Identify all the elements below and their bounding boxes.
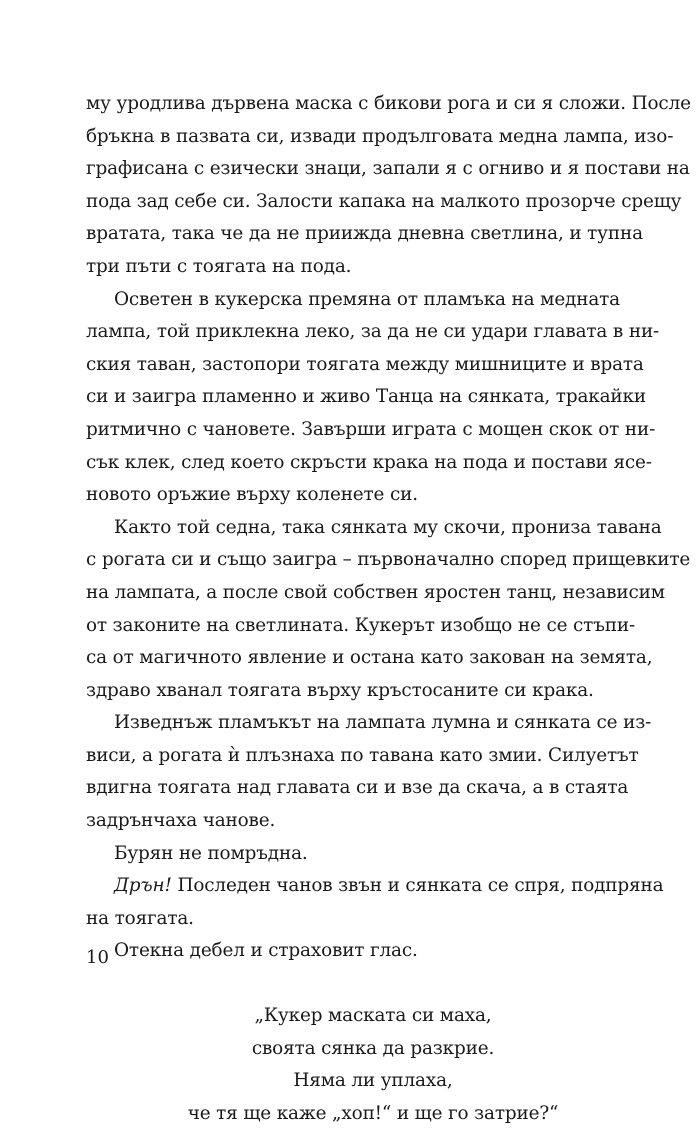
text-line: на тоягата. (86, 907, 194, 929)
text-line: Както той седна, така сянката му скочи, прониза тавана (114, 516, 662, 538)
text-line: виси, а рогата ѝ плъзнаха по тавана като змии. Силуетът (86, 744, 639, 766)
text-line: пода зад себе си. Залости капака на малкото прозорче срещу (86, 190, 682, 212)
text-run: Последен чанов звън и сянката се спря, подпряна (171, 875, 664, 897)
text-line: Осветен в кукерска премяна от пламъка на медната (114, 288, 620, 310)
italic-exclamation: Дрън! (114, 875, 172, 897)
poem-line: Няма ли уплаха, (293, 1070, 453, 1092)
paragraph (86, 870, 664, 935)
text-line: три пъти с тоягата на пода. (86, 255, 352, 277)
text-line: си и заигра пламенно и живо Танца на сянката, тракайки (86, 386, 646, 408)
paragraph (86, 88, 691, 284)
text-line: сък клек, след което скръсти крака на пода и постави ясе- (86, 451, 652, 473)
poem-line: своята сянка да разкрие. (251, 1037, 495, 1059)
text-line: бръкна в пазвата си, извади продълговата медна лампа, изо- (86, 125, 674, 147)
poem-line: „Кукер маската си маха, (254, 1005, 492, 1027)
text-line: новото оръжие върху коленете си. (86, 484, 418, 506)
text-line: са от магичното явление и остана като закован на земята, (86, 647, 653, 669)
text-line: с рогата си и също заигра – първоначално според прищевките (86, 549, 691, 571)
text-line: ския таван, застопори тоягата между мишниците и врата (86, 353, 644, 375)
paragraph (86, 935, 620, 968)
body-text (86, 88, 691, 1130)
stanza-spacer (86, 968, 620, 1000)
paragraph (86, 284, 660, 512)
poem-stanza (86, 1000, 620, 1130)
text-line (86, 870, 664, 903)
paragraph (86, 707, 652, 837)
text-line: Отекна дебел и страховит глас. (114, 940, 418, 962)
text-line: вратата, така че да не приижда дневна светлина, и тупна (86, 223, 643, 245)
text-line: задрънчаха чанове. (86, 810, 276, 832)
text-line: здраво хванал тоягата върху кръстосаните си крака. (86, 679, 594, 701)
poem-line: че тя ще каже „хоп!“ и ще го затрие?“ (187, 1102, 559, 1124)
paragraph (86, 838, 620, 871)
paragraph (86, 512, 691, 708)
text-line: на лампата, а после свой собствен яростен танц, независим (86, 581, 665, 603)
text-line: графисана с езически знаци, запали я с огниво и я постави на (86, 158, 690, 180)
text-line: от законите на светлината. Кукерът изобщо не се стъпи- (86, 614, 636, 636)
text-line: ритмично с чановете. Завърши играта с мощен скок от ни- (86, 418, 656, 440)
text-line: Бурян не помръдна. (114, 842, 308, 864)
text-line: лампа, той приклекна леко, за да не си удари главата в ни- (86, 321, 660, 343)
page-number: 10 (86, 947, 109, 968)
text-line: му уродлива дървена маска с бикови рога и си я сложи. После (86, 93, 691, 114)
text-line: вдигна тоягата над главата си и взе да скача, а в стаята (86, 777, 629, 799)
text-line: Изведнъж пламъкът на лампата лумна и сянката се из- (114, 712, 652, 734)
